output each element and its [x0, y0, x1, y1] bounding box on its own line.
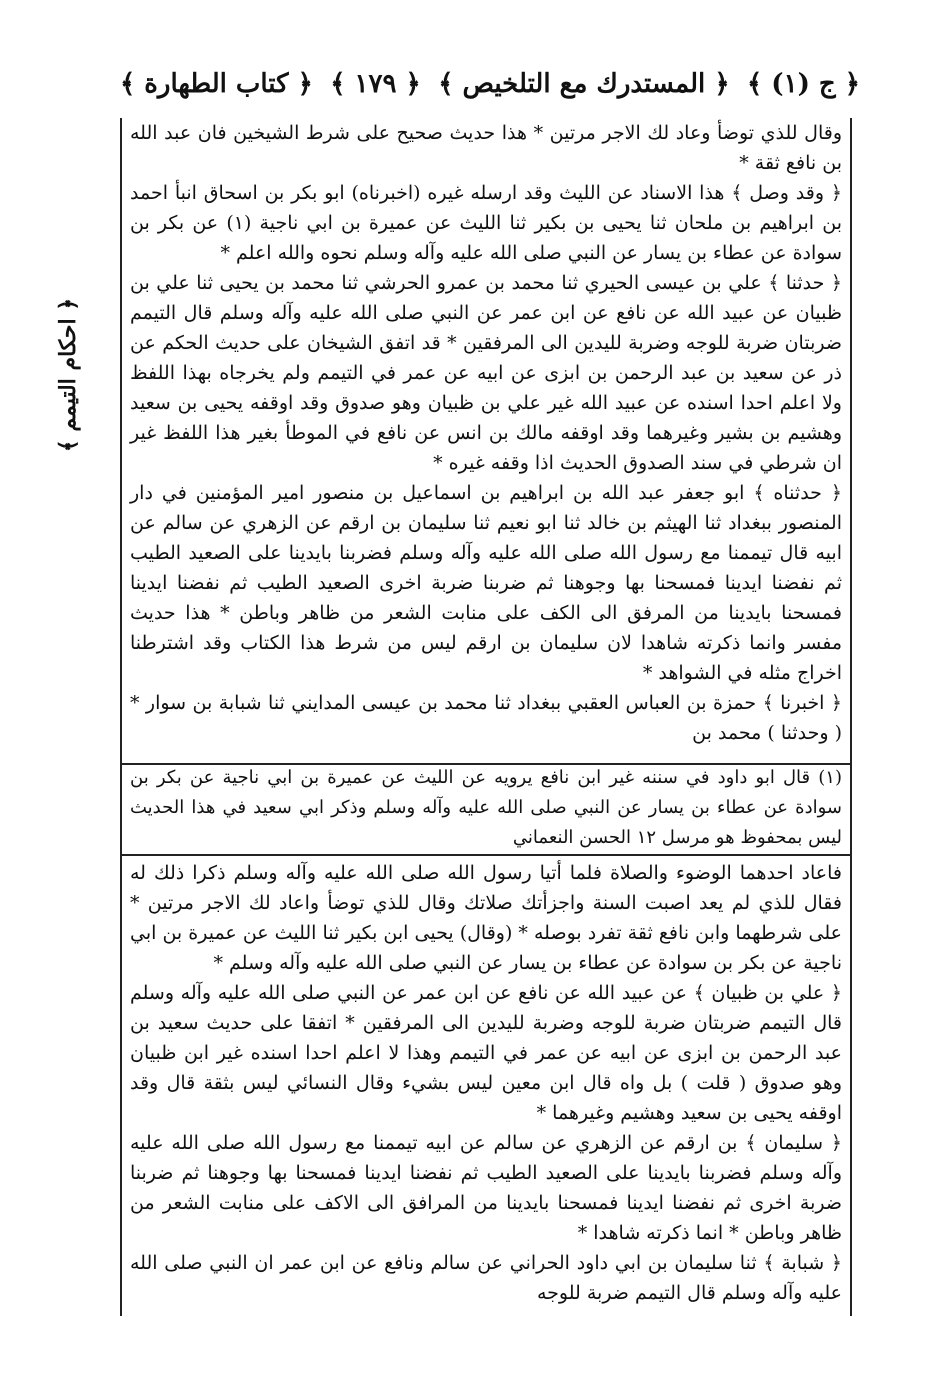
chapter-title: ﴿ كتاب الطهارة ﴾	[120, 69, 313, 99]
paragraph: وقال للذي توضأ وعاد لك الاجر مرتين * هذا حديث صحيح على شرط الشيخين فان عبد الله بن نافع ثقة *	[130, 122, 842, 174]
page-header	[120, 62, 860, 106]
paragraph: ﴿ اخبرنا ﴾ حمزة بن العباس العقبي ببغداد ثنا محمد بن عيسى المدايني ثنا شبابة بن سوار * ( وحدثنا ) محمد بن	[130, 692, 842, 744]
margin-title: ﴿ احكام التيمم ﴾	[55, 297, 81, 453]
talkhis-text	[130, 858, 842, 1308]
paragraph: ﴿ شبابة ﴾ ثنا سليمان بن ابي داود الحراني عن سالم ونافع عن ابن عمر ان النبي صلى الله عليه وآله وسلم قال التيمم ضربة للوجه	[130, 1252, 842, 1304]
footnote-text: (١) قال ابو داود في سننه غير ابن نافع يرويه عن الليث عن عميرة بن ابي ناجية عن بكر بن سوادة عن عطاء بن يسار عن النبي صلى الله عليه وآله وسلم وذكر ابي سعيد في هذا الحديث ليس بمحفوظ هو مرسل ١٢ الحسن النعماني	[130, 767, 842, 848]
margin-note	[38, 297, 98, 453]
paragraph: ﴿ حدثنا ﴾ علي بن عيسى الحيري ثنا محمد بن عمرو الحرشي ثنا محمد بن يحيى ثنا علي بن ظبيان عن عبيد الله عن نافع عن ابن عمر عن النبي صلى الله عليه وآله وسلم قال التيمم ضربتان ضربة للوجه وضربة لليدين الى المرفقين * قد اتفق الشيخان على حديث الحكم عن ذر عن سعيد بن عبد الرحمن بن ابزى عن ابيه عن عمر في التيمم ولم يخرجاه بهذا اللفظ ولا اعلم احدا اسنده عن عبيد الله غير علي بن ظبيان وهو صدوق وقد اوقفه يحيى بن سعيد وهشيم بن بشير وغيرهما وقد اوقفه مالك بن انس عن نافع في الموطأ بغير هذا اللفظ غير ان شرطي في سند الصدوق الحديث اذا وقفه غيره *	[130, 272, 842, 474]
main-text	[130, 118, 842, 748]
page-number: ﴿ ١٧٩ ﴾	[330, 69, 421, 99]
volume-label: ﴿ ج (١) ﴾	[747, 69, 860, 99]
text-frame	[120, 118, 852, 1316]
talkhis-divider	[122, 854, 850, 856]
paragraph: ﴿ علي بن ظبيان ﴾ عن عبيد الله عن نافع عن ابن عمر عن النبي صلى الله عليه وآله وسلم قال التيمم ضربتان ضربة للوجه وضربة لليدين الى المرفقين * اتفقا على حديث سعيد بن عبد الرحمن بن ابزى عن ابيه عن عمر في التيمم وهذا لا اعلم احدا اسنده غير ابن ظبيان وهو صدوق ( قلت ) بل واه قال ابن معين ليس بشيء وقال النسائي ليس بثقة قال وقد اوقفه يحيى بن سعيد وهشيم وغيرهما *	[130, 982, 842, 1124]
paragraph: فاعاد احدهما الوضوء والصلاة فلما أتيا رسول الله صلى الله عليه وآله وسلم ذكرا ذلك له فقال للذي لم يعد اصبت السنة واجزأتك صلاتك وقال للذي توضأ واعاد لك الاجر مرتين * على شرطهما وابن نافع ثقة تفرد بوصله * (وقال) يحيى ابن بكير ثنا الليث عن عميرة بن ابي ناجية عن بكر بن سوادة عن عطاء بن يسار عن النبي صلى الله عليه وآله وسلم *	[130, 862, 842, 974]
paragraph: ﴿ حدثناه ﴾ ابو جعفر عبد الله بن ابراهيم بن اسماعيل بن منصور امير المؤمنين في دار المنصور ببغداد ثنا الهيثم بن خالد ثنا ابو نعيم ثنا سليمان بن ارقم عن الزهري عن سالم عن ابيه قال تيممنا مع رسول الله صلى الله عليه وآله وسلم فضربنا بايدينا على الصعيد الطيب ثم نفضنا ايدينا فمسحنا بها وجوهنا ثم ضربنا ضربة اخرى الصعيد الطيب ثم نفضنا ايدينا فمسحنا بايدينا من المرفق الى الكف على منابت الشعر من ظاهر وباطن * هذا حديث مفسر وانما ذكرته شاهدا لان سليمان بن ارقم ليس من شرط هذا الكتاب وقد اشترطنا اخراج مثله في الشواهد *	[130, 482, 842, 684]
paragraph: ﴿ وقد وصل ﴾ هذا الاسناد عن الليث وقد ارسله غيره (اخبرناه) ابو بكر بن اسحاق انبأ احمد بن ابراهيم بن ملحان ثنا يحيى بن بكير ثنا الليث عن عميرة بن ابي ناجية (١) عن بكر بن سوادة عن عطاء بن يسار عن النبي صلى الله عليه وآله وسلم نحوه والله اعلم *	[130, 182, 842, 264]
footnote	[130, 763, 842, 853]
book-title: ﴿ المستدرك مع التلخيص ﴾	[438, 69, 730, 99]
paragraph: ﴿ سليمان ﴾ بن ارقم عن الزهري عن سالم عن ابيه تيممنا مع رسول الله صلى الله عليه وآله وسلم فضربنا بايدينا على الصعيد الطيب ثم نفضنا ايدينا فمسحنا بها وجوهنا ثم ضربنا ضربة اخرى ثم نفضنا ايدينا فمسحنا بايدينا من المرافق الى الاكف على منابت الشعر من ظاهر وباطن * انما ذكرته شاهدا *	[130, 1132, 842, 1244]
